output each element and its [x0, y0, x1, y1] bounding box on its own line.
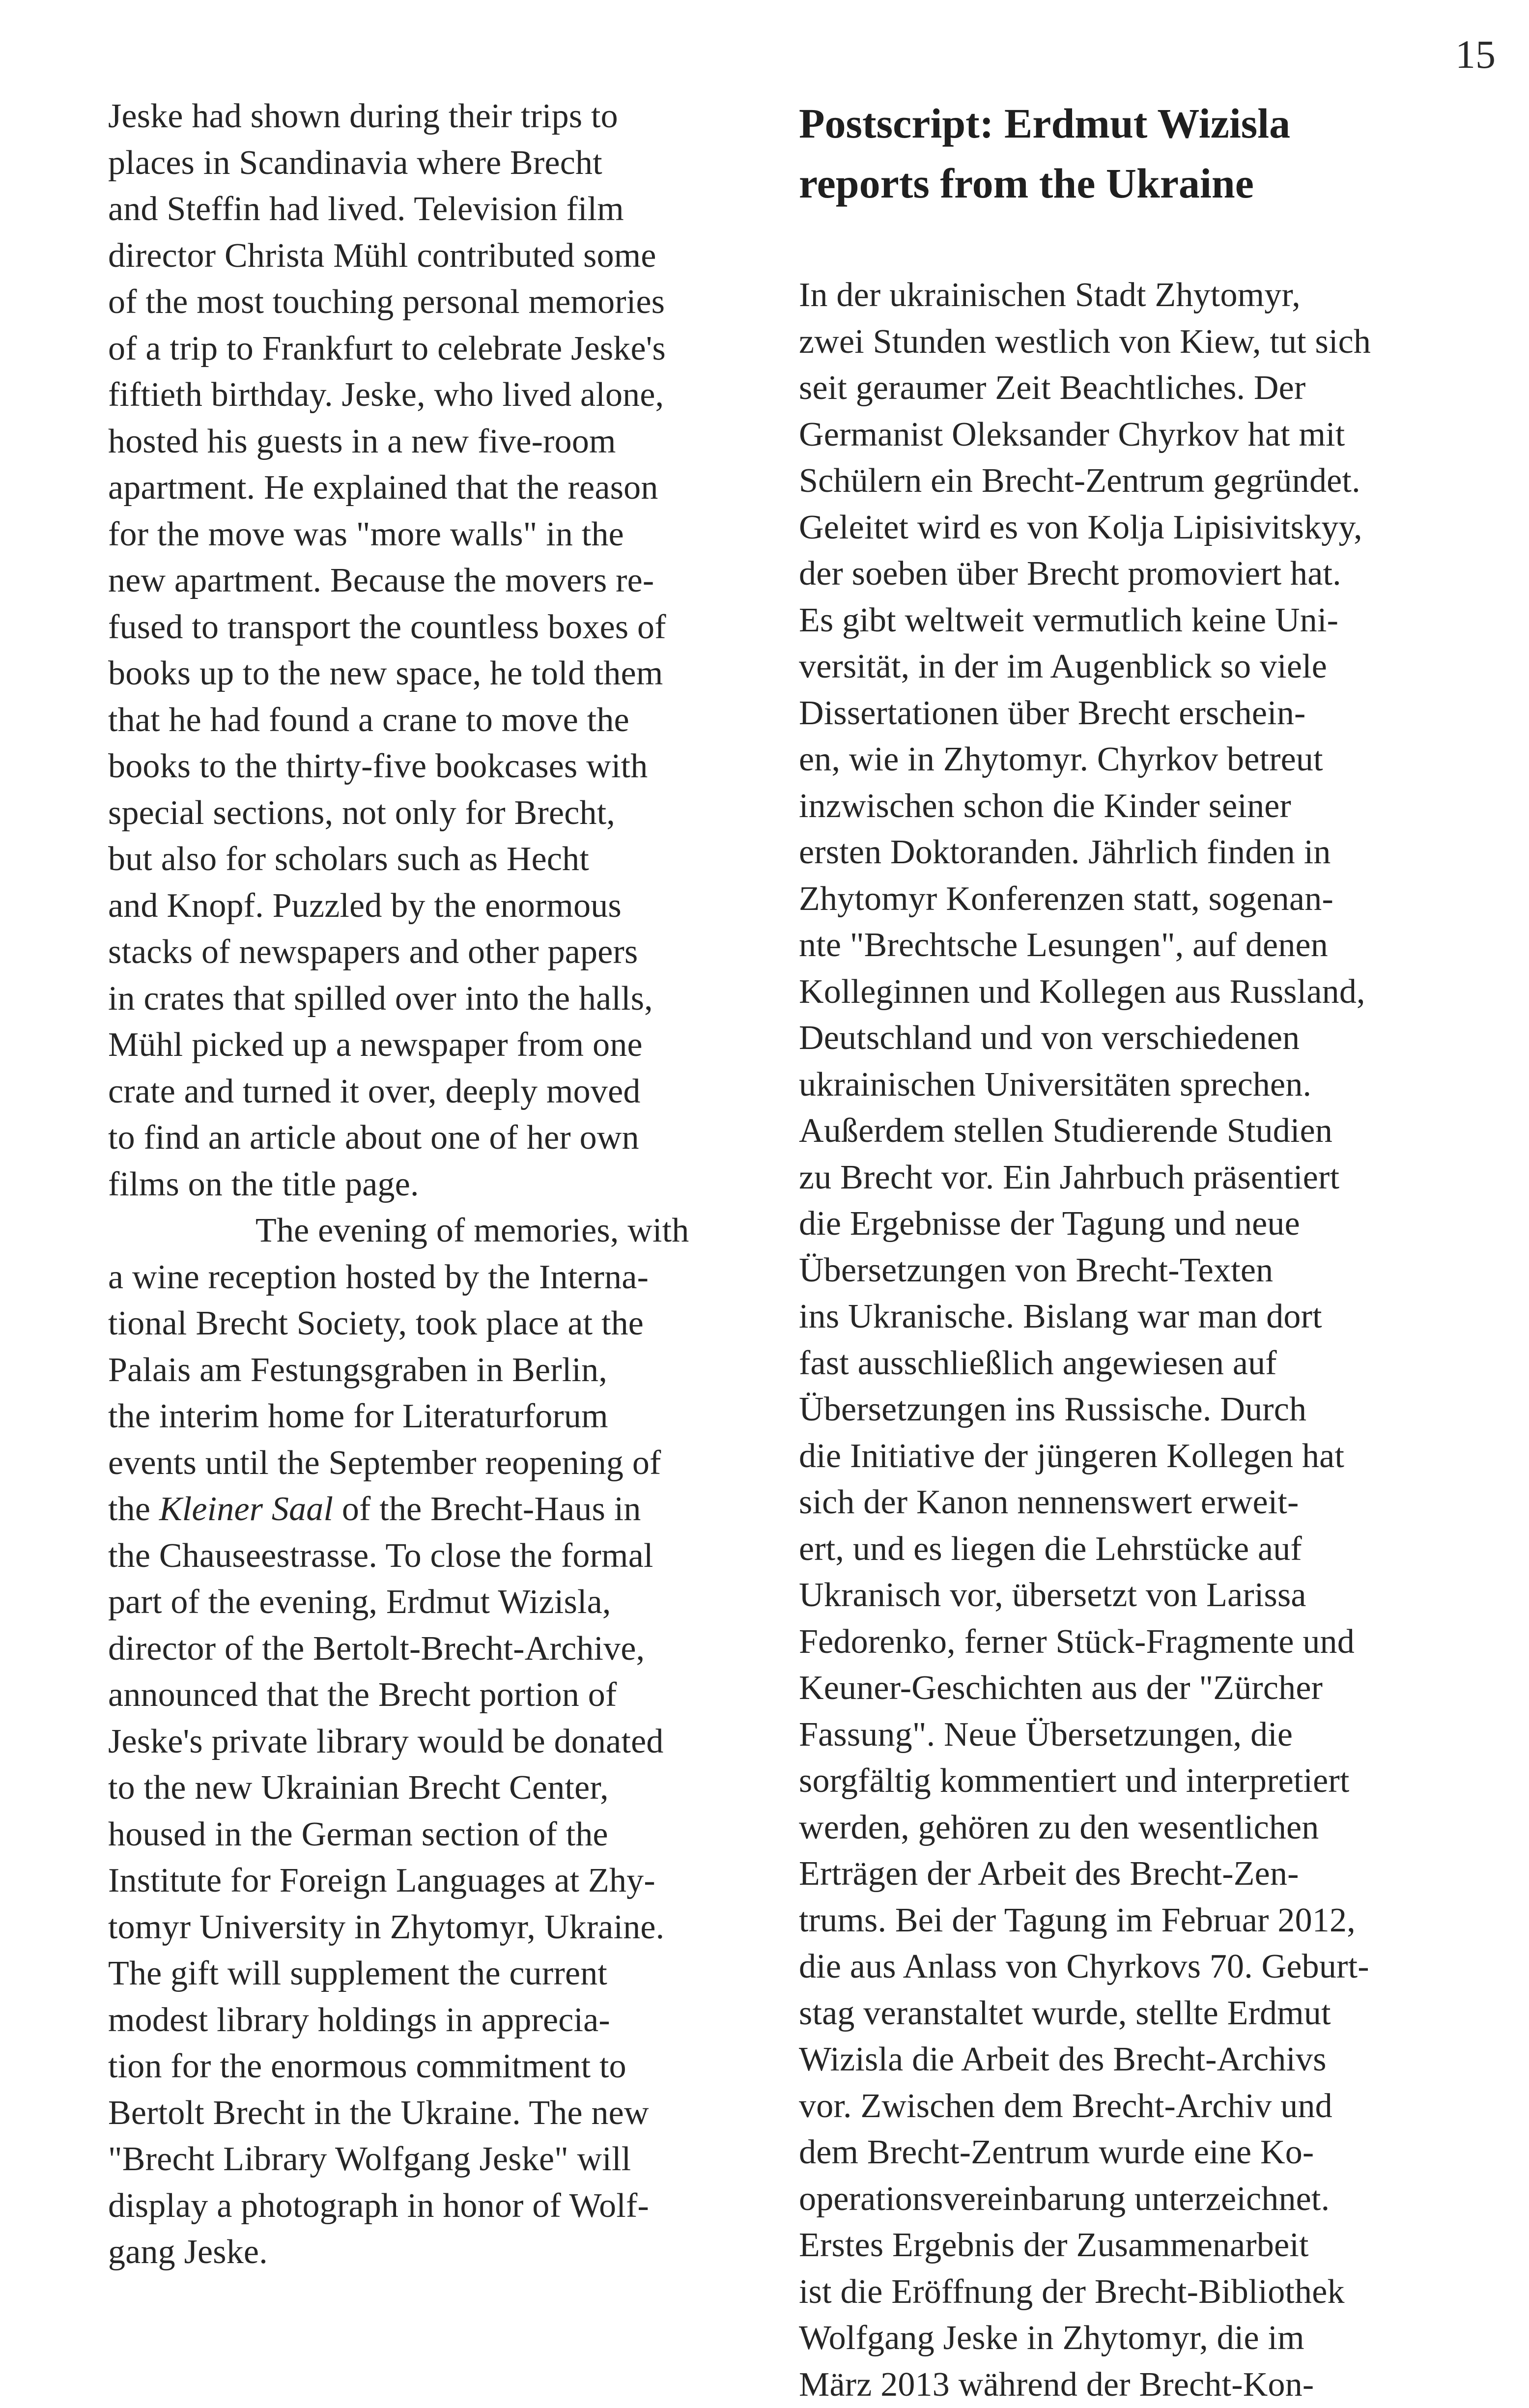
text-line: Geleitet wird es von Kolja Lipisivitskyy,	[799, 505, 1487, 551]
text-line: and Knopf. Puzzled by the enormous	[108, 883, 781, 930]
text-line: Germanist Oleksander Chyrkov hat mit	[799, 412, 1487, 458]
text-line: crate and turned it over, deeply moved	[108, 1069, 781, 1115]
text-fragment: the	[108, 1490, 150, 1528]
text-line: tion for the enormous commitment to	[108, 2043, 781, 2090]
text-line: Institute for Foreign Languages at Zhy-	[108, 1858, 781, 1904]
text-line: seit geraumer Zeit Beachtliches. Der	[799, 365, 1487, 412]
text-line: a wine reception hosted by the Interna-	[108, 1254, 781, 1301]
text-line: Fedorenko, ferner Stück-Fragmente und	[799, 1619, 1487, 1666]
text-line: die Initiative der jüngeren Kollegen hat	[799, 1433, 1487, 1480]
text-line: Bertolt Brecht in the Ukraine. The new	[108, 2090, 781, 2137]
text-line: director of the Bertolt-Brecht-Archive,	[108, 1626, 781, 1672]
text-line: events until the September reopening of	[108, 1440, 781, 1487]
text-line: stag veranstaltet wurde, stellte Erdmut	[799, 1990, 1487, 2037]
text-line: Ukranisch vor, übersetzt von Larissa	[799, 1572, 1487, 1619]
text-line: Keuner-Geschichten aus der "Zürcher	[799, 1665, 1487, 1712]
text-line: ukrainischen Universitäten sprechen.	[799, 1062, 1487, 1108]
text-line: part of the evening, Erdmut Wizisla,	[108, 1579, 781, 1626]
text-line: Jeske's private library would be donated	[108, 1719, 781, 1765]
text-line: nte "Brechtsche Lesungen", auf denen	[799, 922, 1487, 969]
text-line: Zhytomyr Konferenzen statt, sogenan-	[799, 876, 1487, 923]
page-number: 15	[1455, 34, 1496, 75]
text-line: zwei Stunden westlich von Kiew, tut sich	[799, 319, 1487, 366]
text-line: März 2013 während der Brecht-Kon-	[799, 2362, 1487, 2408]
text-line: fast ausschließlich angewiesen auf	[799, 1340, 1487, 1387]
text-line: Kolleginnen und Kollegen aus Russland,	[799, 969, 1487, 1016]
text-line: sich der Kanon nennenswert erweit-	[799, 1479, 1487, 1526]
text-line: Palais am Festungsgraben in Berlin,	[108, 1347, 781, 1394]
text-line: sorgfältig kommentiert und interpretiert	[799, 1758, 1487, 1805]
text-line: ist die Eröffnung der Brecht-Bibliothek	[799, 2269, 1487, 2316]
text-line: trums. Bei der Tagung im Februar 2012,	[799, 1898, 1487, 1944]
text-line: of the most touching personal memories	[108, 279, 781, 326]
text-line: the Chauseestrasse. To close the formal	[108, 1533, 781, 1580]
article-heading	[799, 93, 1487, 213]
text-line: apartment. He explained that the reason	[108, 465, 781, 511]
text-line: Jeske had shown during their trips to	[108, 93, 781, 140]
text-line: places in Scandinavia where Brecht	[108, 140, 781, 187]
text-line: ert, und es liegen die Lehrstücke auf	[799, 1526, 1487, 1573]
text-line: Dissertationen über Brecht erschein-	[799, 690, 1487, 737]
text-line: In der ukrainischen Stadt Zhytomyr,	[799, 272, 1487, 319]
text-line: announced that the Brecht portion of	[108, 1672, 781, 1719]
text-line-with-italic	[108, 1486, 781, 1533]
right-column	[799, 93, 1487, 2408]
text-line: en, wie in Zhytomyr. Chyrkov betreut	[799, 737, 1487, 783]
text-line: dem Brecht-Zentrum wurde eine Ko-	[799, 2129, 1487, 2176]
text-line: der soeben über Brecht promoviert hat.	[799, 551, 1487, 597]
text-line: hosted his guests in a new five-room	[108, 419, 781, 465]
text-line: die aus Anlass von Chyrkovs 70. Geburt-	[799, 1944, 1487, 1990]
text-line: werden, gehören zu den wesentlichen	[799, 1805, 1487, 1851]
text-line: zu Brecht vor. Ein Jahrbuch präsentiert	[799, 1155, 1487, 1201]
text-line: fused to transport the countless boxes of	[108, 604, 781, 651]
text-line: special sections, not only for Brecht,	[108, 790, 781, 837]
left-column	[108, 93, 781, 2276]
text-line: Wolfgang Jeske in Zhytomyr, die im	[799, 2315, 1487, 2362]
text-line: ersten Doktoranden. Jährlich finden in	[799, 829, 1487, 876]
text-line: fiftieth birthday. Jeske, who lived alone,	[108, 372, 781, 419]
text-line: die Ergebnisse der Tagung und neue	[799, 1201, 1487, 1247]
text-line: Übersetzungen von Brecht-Texten	[799, 1247, 1487, 1294]
text-line: display a photograph in honor of Wolf-	[108, 2183, 781, 2230]
text-line: books to the thirty-five bookcases with	[108, 743, 781, 790]
text-line: the interim home for Literaturforum	[108, 1393, 781, 1440]
text-line: gang Jeske.	[108, 2229, 781, 2276]
text-line: films on the title page.	[108, 1162, 781, 1208]
text-line: of a trip to Frankfurt to celebrate Jeske's	[108, 326, 781, 372]
text-line: Wizisla die Arbeit des Brecht-Archivs	[799, 2037, 1487, 2083]
text-line: books up to the new space, he told them	[108, 651, 781, 697]
text-line: and Steffin had lived. Television film	[108, 186, 781, 233]
text-line: tomyr University in Zhytomyr, Ukraine.	[108, 1904, 781, 1951]
text-line: modest library holdings in apprecia-	[108, 1997, 781, 2044]
text-line: director Christa Mühl contributed some	[108, 233, 781, 280]
text-line: ins Ukranische. Bislang war man dort	[799, 1294, 1487, 1340]
text-line: that he had found a crane to move the	[108, 697, 781, 744]
heading-line: reports from the Ukraine	[799, 153, 1487, 213]
text-line: but also for scholars such as Hecht	[108, 836, 781, 883]
text-line: Schülern ein Brecht-Zentrum gegründet.	[799, 458, 1487, 505]
text-line: versität, in der im Augenblick so viele	[799, 644, 1487, 690]
text-line: Übersetzungen ins Russische. Durch	[799, 1387, 1487, 1433]
text-line: inzwischen schon die Kinder seiner	[799, 783, 1487, 830]
text-fragment: of the Brecht-Haus in	[342, 1490, 641, 1528]
text-line: Es gibt weltweit vermutlich keine Uni-	[799, 597, 1487, 644]
text-line: housed in the German section of the	[108, 1812, 781, 1858]
text-line: for the move was "more walls" in the	[108, 511, 781, 558]
text-line: Deutschland und von verschiedenen	[799, 1015, 1487, 1062]
text-line: stacks of newspapers and other papers	[108, 929, 781, 976]
text-line: to the new Ukrainian Brecht Center,	[108, 1765, 781, 1812]
text-line: Fassung". Neue Übersetzungen, die	[799, 1712, 1487, 1758]
paragraph-start-line: The evening of memories, with	[108, 1208, 781, 1254]
text-line: vor. Zwischen dem Brecht-Archiv und	[799, 2083, 1487, 2130]
heading-line: Postscript: Erdmut Wizisla	[799, 93, 1487, 153]
text-line: to find an article about one of her own	[108, 1115, 781, 1162]
text-line: new apartment. Because the movers re-	[108, 558, 781, 604]
text-line: Außerdem stellen Studierende Studien	[799, 1108, 1487, 1155]
text-line: tional Brecht Society, took place at the	[108, 1301, 781, 1347]
text-line: in crates that spilled over into the halls,	[108, 976, 781, 1022]
text-line: Mühl picked up a newspaper from one	[108, 1022, 781, 1069]
text-line: The gift will supplement the current	[108, 1951, 781, 1997]
text-line: "Brecht Library Wolfgang Jeske" will	[108, 2136, 781, 2183]
text-line: Erträgen der Arbeit des Brecht-Zen-	[799, 1851, 1487, 1898]
italic-title: Kleiner Saal	[159, 1490, 333, 1528]
text-line: operationsvereinbarung unterzeichnet.	[799, 2176, 1487, 2223]
text-line: Erstes Ergebnis der Zusammenarbeit	[799, 2222, 1487, 2269]
